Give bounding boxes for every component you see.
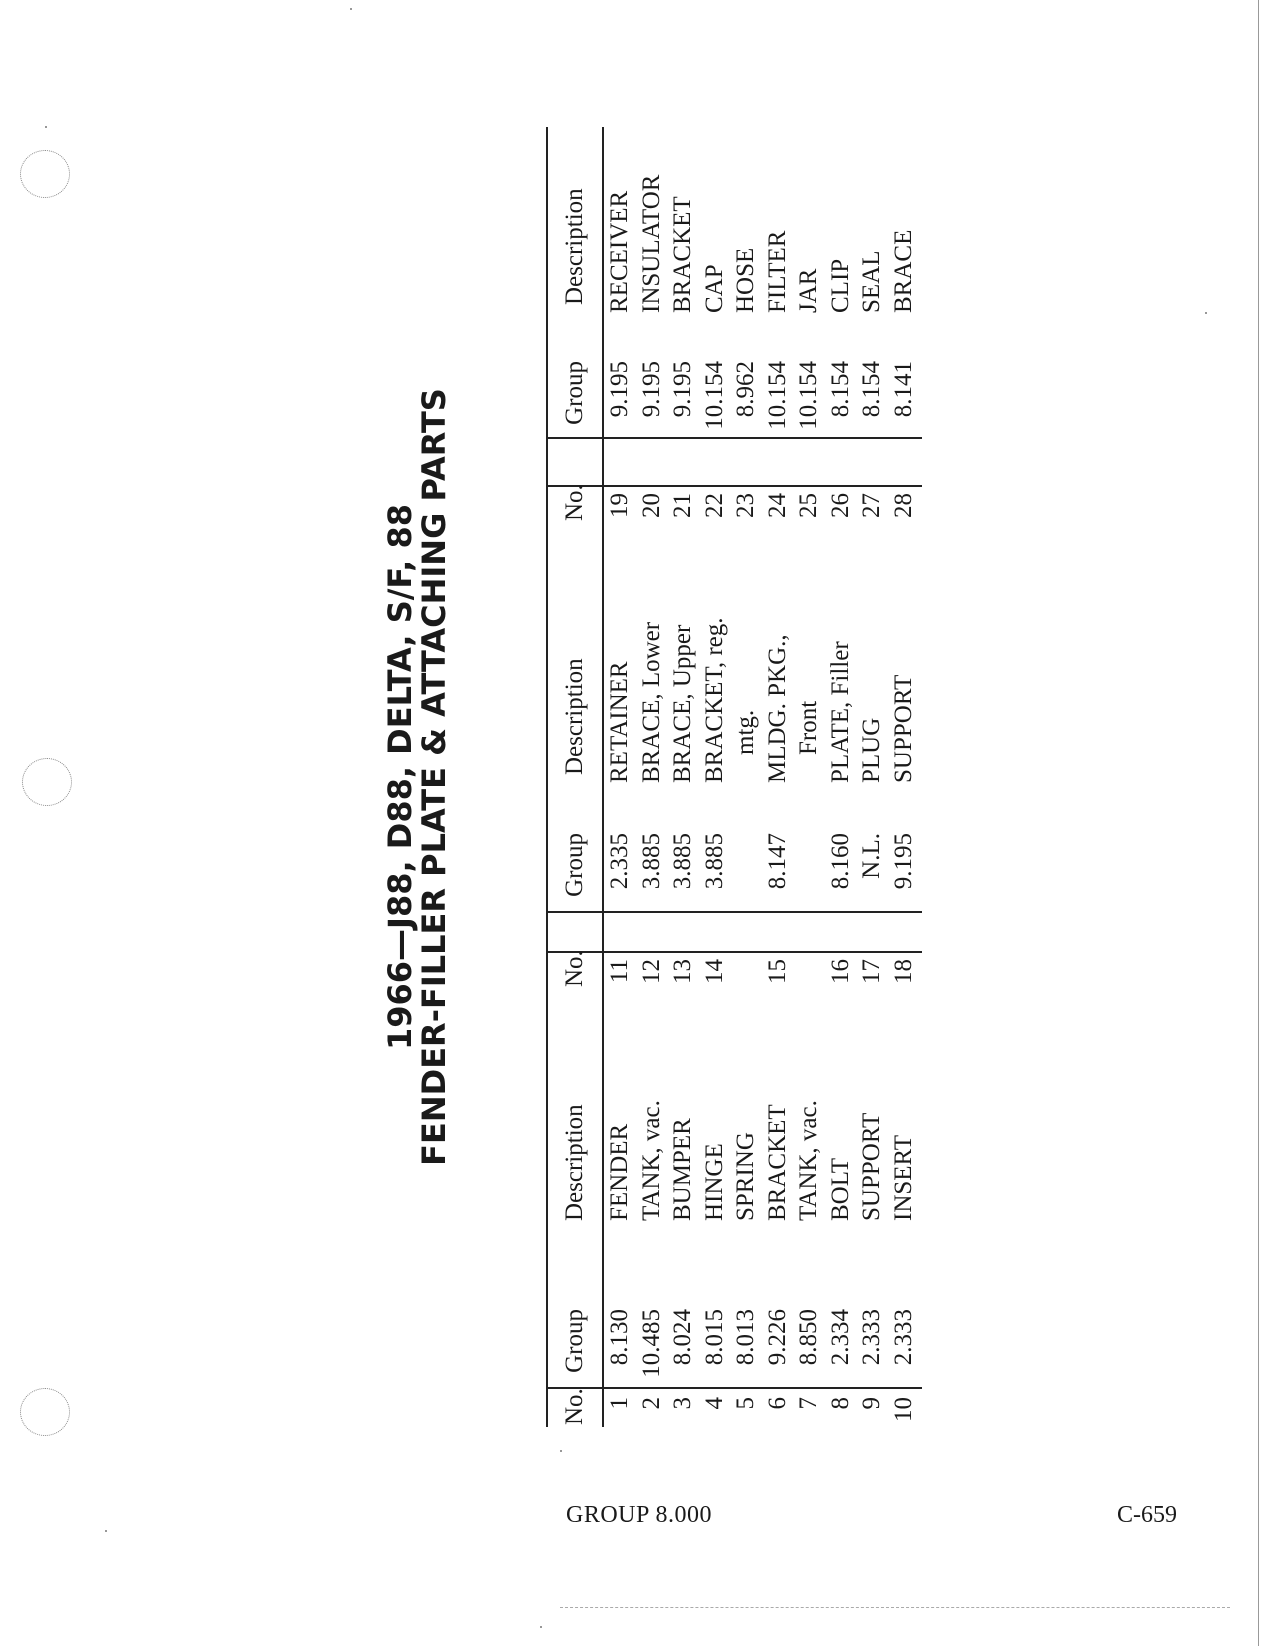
table-cell-description: BRACE, Upper xyxy=(669,624,696,783)
table-cell-no: 12 xyxy=(637,959,665,984)
scan-bottom-line xyxy=(560,1607,1230,1608)
binder-hole-middle xyxy=(22,758,72,806)
section1-group-column xyxy=(546,1309,919,1383)
table-cell-group: 8.141 xyxy=(889,361,917,418)
table-cell-group: N.L. xyxy=(858,833,885,879)
table-cell-description: BRACKET xyxy=(669,196,696,313)
table-cell-description: INSERT xyxy=(889,1135,917,1221)
table-cell-group: 8.154 xyxy=(858,361,885,418)
table-cell-no: 1 xyxy=(606,1397,633,1410)
table-cell-no xyxy=(793,959,825,987)
table-cell-no: 16 xyxy=(826,959,854,984)
section1-description-column xyxy=(546,1100,919,1221)
table-cell-group: 9.195 xyxy=(669,361,696,418)
table-cell-group: 2.333 xyxy=(858,1309,885,1366)
table-cell-no: 17 xyxy=(858,959,885,984)
description-header: Description xyxy=(561,188,588,305)
table-cell-no: 5 xyxy=(732,1397,759,1410)
group-header: Group xyxy=(561,833,588,897)
table-cell-group: 8.013 xyxy=(732,1309,759,1366)
table-cell-group: 3.885 xyxy=(637,833,665,890)
binder-hole-top xyxy=(20,150,70,198)
table-cell-group: 3.885 xyxy=(669,833,696,890)
section2-group-column xyxy=(546,833,919,907)
table-cell-group: 8.024 xyxy=(669,1309,696,1366)
table-cell-description: BRACKET, reg. xyxy=(700,617,728,783)
table-cell-no: 13 xyxy=(669,959,696,984)
column-divider xyxy=(546,1387,922,1389)
table-cell-group: 2.334 xyxy=(826,1309,854,1366)
table-cell-description: BRACE xyxy=(889,229,917,313)
table-cell-group: 2.335 xyxy=(606,833,633,890)
table-cell-description: TANK, vac. xyxy=(637,1100,665,1221)
table-cell-description: MLDG. PKG., xyxy=(763,634,791,783)
table-cell-no: 4 xyxy=(700,1397,728,1410)
table-cell-no: 9 xyxy=(858,1397,885,1410)
table-cell-description: SEAL xyxy=(858,250,885,313)
section3-description-column xyxy=(546,175,919,313)
table-cell-group: 8.850 xyxy=(795,1309,822,1366)
binder-hole-bottom xyxy=(20,1388,70,1436)
column-divider xyxy=(546,437,922,439)
page-edge-line xyxy=(1258,0,1259,1646)
no-header: No. xyxy=(561,484,588,521)
table-cell-no: 2 xyxy=(637,1397,665,1410)
table-cell-no: 20 xyxy=(637,493,665,518)
table-cell-group: 10.154 xyxy=(795,361,822,430)
table-cell-group: 10.154 xyxy=(763,361,791,430)
scan-speck xyxy=(45,126,47,128)
table-cell-no: 21 xyxy=(669,493,696,518)
page-title-line1: 1966—J88, D88, DELTA, S/F, 88 xyxy=(381,504,419,1050)
table-cell-no: 18 xyxy=(889,959,917,984)
table-cell-no: 8 xyxy=(826,1397,854,1410)
column-divider xyxy=(546,485,922,487)
table-cell-no: 25 xyxy=(795,493,822,518)
table-cell-group: 8.130 xyxy=(606,1309,633,1366)
table-cell-description: CLIP xyxy=(826,258,854,313)
table-cell-group: 8.015 xyxy=(700,1309,728,1366)
table-cell-description: JAR xyxy=(795,268,822,313)
group-header: Group xyxy=(561,1309,588,1373)
table-cell-no: 6 xyxy=(763,1397,791,1410)
table-cell-group: 8.160 xyxy=(826,833,854,890)
table-cell-no: 22 xyxy=(700,493,728,518)
table-cell-description: BRACE, Lower xyxy=(637,621,665,783)
table-cell-no: 19 xyxy=(606,493,633,518)
column-divider xyxy=(546,951,922,953)
table-cell-group: 8.962 xyxy=(732,361,759,418)
description-header: Description xyxy=(561,658,588,775)
table-cell-group: 10.485 xyxy=(637,1309,665,1378)
scan-speck xyxy=(560,1450,562,1452)
table-cell-no: 26 xyxy=(826,493,854,518)
group-header: Group xyxy=(561,361,588,425)
scan-speck xyxy=(350,8,352,10)
table-cell-description: RECEIVER xyxy=(606,190,633,313)
table-cell-description: RETAINER xyxy=(606,661,633,783)
table-cell-description: FILTER xyxy=(763,230,791,313)
table-cell-group: 8.154 xyxy=(826,361,854,418)
section1-no-column xyxy=(546,1388,919,1425)
table-cell-no: 11 xyxy=(606,959,633,984)
table-cell-no: 10 xyxy=(889,1397,917,1422)
table-cell-no: 14 xyxy=(700,959,728,984)
table-cell-group: 9.195 xyxy=(637,361,665,418)
table-cell-description: PLUG xyxy=(858,717,885,783)
scan-speck xyxy=(540,1626,542,1628)
column-divider xyxy=(546,911,922,913)
section3-no-column xyxy=(546,484,919,521)
table-cell-no: 27 xyxy=(858,493,885,518)
table-cell-description: INSULATOR xyxy=(637,174,665,313)
table-cell-description: Front xyxy=(795,700,822,755)
section3-group-column xyxy=(546,361,919,435)
table-cell-group: 9.195 xyxy=(889,833,917,890)
scan-speck xyxy=(105,1530,107,1532)
table-cell-description: HINGE xyxy=(700,1143,728,1221)
table-cell-group xyxy=(730,833,762,907)
table-cell-group: 9.226 xyxy=(763,1309,791,1366)
table-cell-description: mtg. xyxy=(732,709,759,755)
table-cell-description: PLATE, Filler xyxy=(826,641,854,783)
table-cell-description: BRACKET xyxy=(763,1104,791,1221)
page-title-line2: FENDER-FILLER PLATE & ATTACHING PARTS xyxy=(415,388,453,1166)
rotated-parts-page xyxy=(383,127,963,1427)
table-cell-description: BOLT xyxy=(826,1158,854,1221)
table-cell-description: SPRING xyxy=(732,1132,759,1221)
table-cell-no: 28 xyxy=(889,493,917,518)
table-cell-group: 3.885 xyxy=(700,833,728,890)
table-cell-no: 15 xyxy=(763,959,791,984)
description-header: Description xyxy=(561,1104,588,1221)
footer-page-code: C-659 xyxy=(1117,1502,1177,1528)
table-cell-no: 23 xyxy=(732,493,759,518)
table-cell-description: SUPPORT xyxy=(858,1112,885,1221)
table-cell-description: BUMPER xyxy=(669,1118,696,1221)
table-cell-no xyxy=(730,959,762,987)
no-header: No. xyxy=(561,950,588,987)
table-cell-group: 10.154 xyxy=(700,361,728,430)
section2-no-column xyxy=(546,950,919,987)
table-cell-group: 8.147 xyxy=(763,833,791,890)
table-cell-no: 3 xyxy=(669,1397,696,1410)
table-cell-description: HOSE xyxy=(732,247,759,313)
table-cell-group: 2.333 xyxy=(889,1309,917,1366)
no-header: No. xyxy=(561,1388,588,1425)
section2-description-column xyxy=(546,618,919,784)
table-cell-description: SUPPORT xyxy=(889,674,917,783)
table-cell-description: TANK, vac. xyxy=(795,1100,822,1221)
table-cell-group xyxy=(793,833,825,907)
table-cell-group: 9.195 xyxy=(606,361,633,418)
footer-group-label: GROUP 8.000 xyxy=(566,1502,712,1528)
table-cell-no: 24 xyxy=(763,493,791,518)
table-cell-no: 7 xyxy=(795,1397,822,1410)
scan-speck xyxy=(1205,312,1207,314)
table-cell-description: CAP xyxy=(700,264,728,313)
table-cell-description: FENDER xyxy=(606,1123,633,1221)
